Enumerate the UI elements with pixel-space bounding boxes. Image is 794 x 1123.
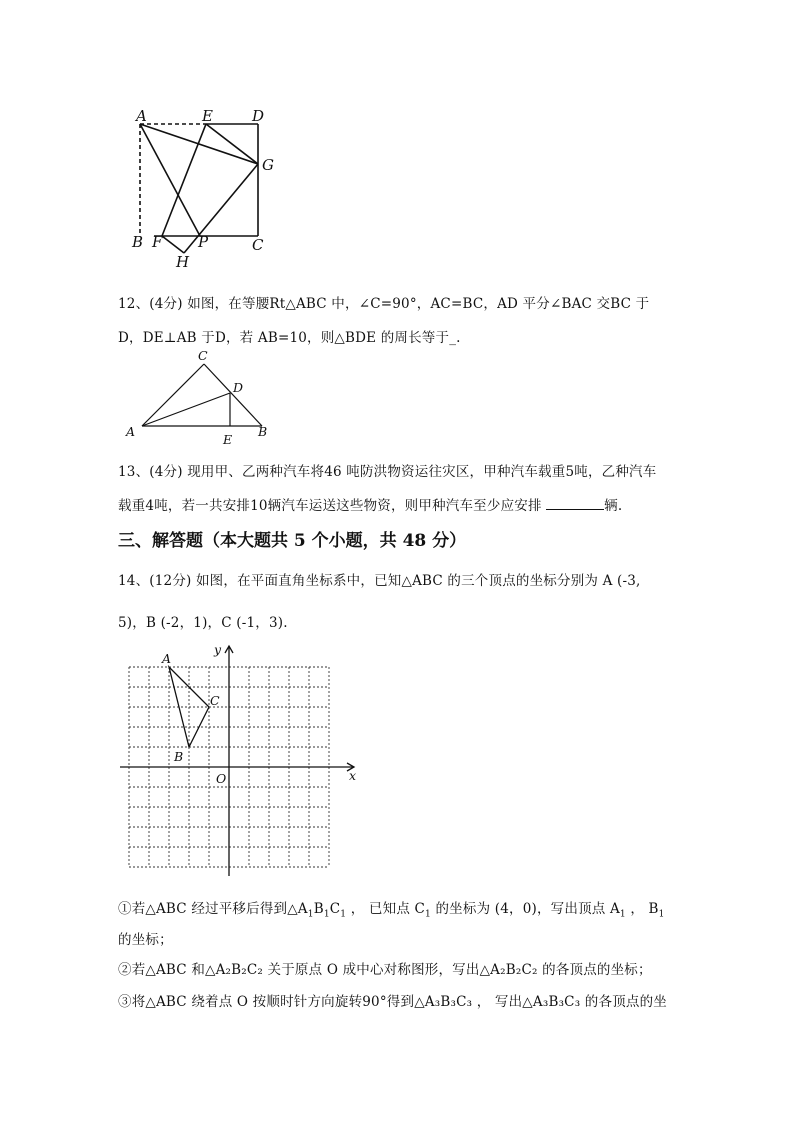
answer-blank <box>546 497 604 510</box>
item1-sub: 1 <box>323 909 330 920</box>
label-b: B <box>132 233 144 251</box>
label-a: A <box>126 424 136 439</box>
item1-text-b: B <box>313 901 324 917</box>
q13-line1: 13、(4分) 现用甲、乙两种汽车将46 吨防洪物资运往灾区，甲种汽车载重5吨，乙种汽车 <box>118 464 657 480</box>
item1-line1 <box>118 897 665 920</box>
figure-square-diagram <box>128 105 288 270</box>
q13-line2-text: 载重4吨，若一共安排10辆汽车运送这些物资，则甲种汽车至少应安排 <box>118 498 547 514</box>
label-b: B <box>174 749 184 764</box>
section-title: 三、解答题（本大题共 5 个小题，共 48 分） <box>118 531 467 551</box>
q14-line1: 14、(12分) 如图，在平面直角坐标系中，已知△ABC 的三个顶点的坐标分别为 A (-3, <box>118 573 641 589</box>
item1-sub: 1 <box>340 909 347 920</box>
coordinate-grid-figure <box>118 640 368 880</box>
item1-line2: 的坐标； <box>118 932 173 948</box>
label-y: y <box>214 642 222 657</box>
item2-line: ②若△ABC 和△A₂B₂C₂ 关于原点 O 成中心对称图形，写出△A₂B₂C₂ 的各顶点的坐标； <box>118 962 652 978</box>
item1-text-e: 的坐标为 (4，0)，写出顶点 A <box>430 901 620 917</box>
label-x: x <box>349 768 357 783</box>
q14-line2: 5)，B (-2，1)，C (-1，3). <box>118 615 288 631</box>
segment-ad <box>142 393 230 426</box>
item1-sub: 1 <box>425 909 431 920</box>
q13-line2 <box>118 494 622 514</box>
segment-gh <box>184 164 258 253</box>
label-f: F <box>152 233 163 251</box>
label-a: A <box>162 651 172 666</box>
label-e: E <box>202 107 213 125</box>
label-c: C <box>210 693 220 708</box>
q13-line2-tail: 辆. <box>604 498 623 514</box>
segment-eg <box>206 124 258 164</box>
label-d: D <box>233 380 244 395</box>
item1-text-a: ①若△ABC 经过平移后得到△A <box>118 901 308 917</box>
label-e: E <box>223 432 233 447</box>
label-h: H <box>176 253 190 270</box>
item1-sub: 1 <box>307 909 314 920</box>
label-origin: O <box>216 771 227 786</box>
label-d: D <box>252 107 265 125</box>
label-c: C <box>252 236 264 254</box>
side-ac <box>142 364 204 426</box>
item1-text-f: ， B <box>625 901 659 917</box>
figure-triangle-diagram <box>118 350 278 450</box>
side-cb <box>204 364 262 426</box>
segment-ef <box>162 124 206 236</box>
item3-line: ③将△ABC 绕着点 O 按顺时针方向旋转90°得到△A₃B₃C₃ ， 写出△A₃B₃C₃ 的各顶点的坐 <box>118 994 668 1010</box>
item1-text-c: C <box>329 901 341 917</box>
label-c: C <box>198 350 208 363</box>
label-g: G <box>262 156 274 174</box>
segment-fh <box>162 236 184 253</box>
label-a: A <box>136 107 147 125</box>
q12-line2: D，DE⊥AB 于D，若 AB=10，则△BDE 的周长等于_. <box>118 330 461 346</box>
label-b: B <box>258 424 268 439</box>
label-p: P <box>198 233 209 251</box>
item1-sub: 1 <box>619 909 626 920</box>
item1-sub: 1 <box>658 909 665 920</box>
item1-text-d: ， 已知点 C <box>346 901 426 917</box>
q12-line1: 12、(4分) 如图，在等腰Rt△ABC 中，∠C=90°，AC=BC，AD 平分∠BAC 交BC 于 <box>118 296 650 312</box>
